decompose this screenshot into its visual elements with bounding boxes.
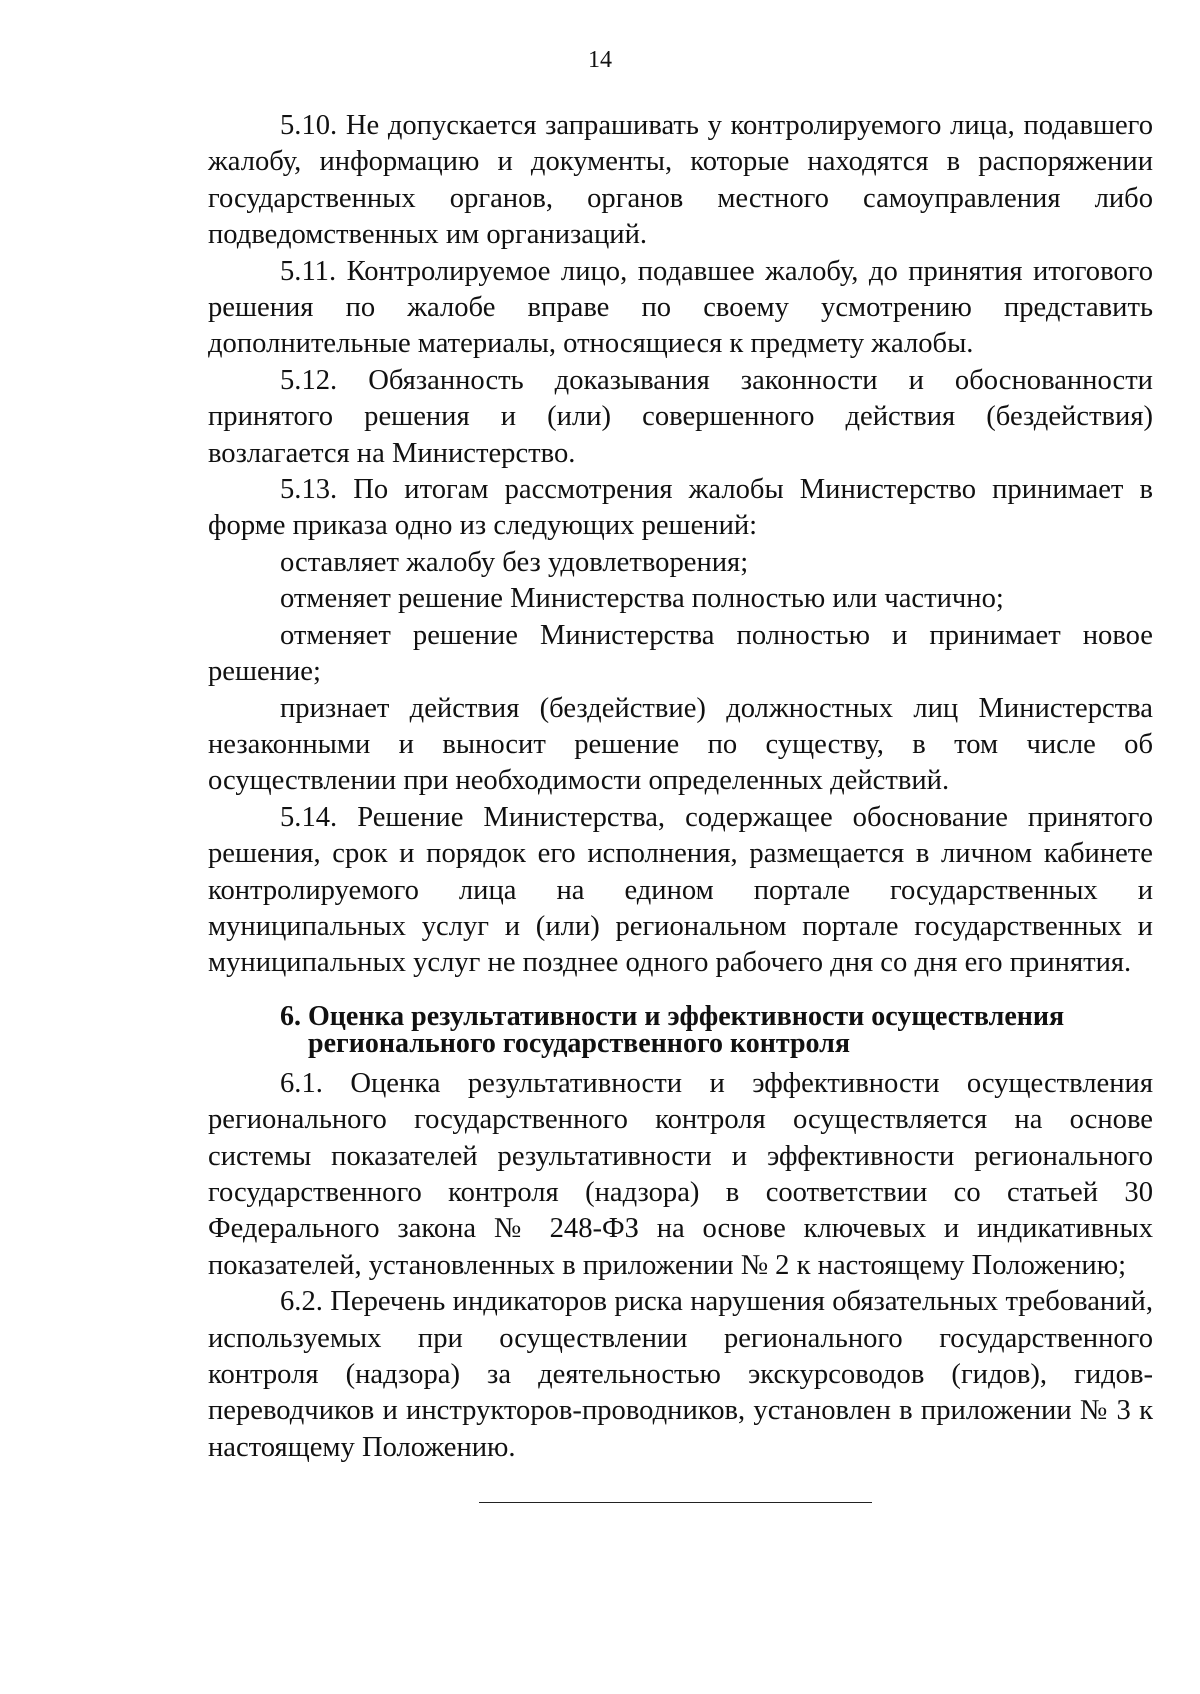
list-item-cancel-new-decision: отменяет решение Министерства полностью и принимает новое решение; bbox=[208, 619, 1153, 688]
section-heading-line-2: регионального государственного контроля bbox=[308, 1027, 851, 1059]
paragraph-5-13: 5.13. По итогам рассмотрения жалобы Министерство принимает в форме приказа одно из следующих решений: bbox=[208, 474, 1153, 542]
paragraph-6-1: 6.1. Оценка результативности и эффективности осуществления регионального государственного контроля осуществляется на основе системы показателей результативности и эффективности регионального государственного контроля (надзора) в соответствии со статьей 30 Федерального закона № 248-ФЗ на основе ключевых и индикативных показателей, установленных в приложении № 2 к настоящему Положению; bbox=[208, 1067, 1153, 1281]
list-item-leave-complaint: оставляет жалобу без удовлетворения; bbox=[280, 546, 749, 578]
section-heading-6 bbox=[208, 1000, 1153, 1059]
list-item-unlawful-actions: признает действия (бездействие) должностных лиц Министерства незаконными и выносит решение по существу, в том числе об осуществлении при необходимости определенных действий. bbox=[208, 692, 1153, 797]
document-body bbox=[208, 108, 1153, 1466]
page-number: 14 bbox=[588, 47, 612, 73]
paragraph-5-10: 5.10. Не допускается запрашивать у контролируемого лица, подавшего жалобу, информацию и документы, которые находятся в распоряжении государственных органов, органов местного самоуправления либо подведомственных им организаций. bbox=[208, 110, 1153, 251]
section-heading-line-1: 6. Оценка результативности и эффективности осуществления bbox=[280, 1000, 1065, 1032]
paragraph-5-11: 5.11. Контролируемое лицо, подавшее жалобу, до принятия итогового решения по жалобе вправе по своему усмотрению представить дополнительные материалы, относящиеся к предмету жалобы. bbox=[208, 255, 1153, 360]
end-of-document-rule bbox=[479, 1502, 872, 1503]
paragraph-6-2: 6.2. Перечень индикаторов риска нарушения обязательных требований, используемых при осуществлении регионального государственного контроля (надзора) за деятельностью экскурсоводов (гидов), гидов-переводчиков и инструкторов-проводников, установлен в приложении № 3 к настоящему Положению. bbox=[208, 1286, 1153, 1463]
paragraph-5-12: 5.12. Обязанность доказывания законности и обоснованности принятого решения и (или) совершенного действия (бездействия) возлагается на Министерство. bbox=[208, 364, 1153, 469]
paragraph-5-14: 5.14. Решение Министерства, содержащее обоснование принятого решения, срок и порядок его исполнения, размещается в личном кабинете контролируемого лица на едином портале государственных и муниципальных услуг и (или) региональном портале государственных и муниципальных услуг не позднее одного рабочего дня со дня его принятия. bbox=[208, 801, 1153, 979]
list-item-cancel-partially: отменяет решение Министерства полностью или частично; bbox=[280, 583, 1004, 615]
